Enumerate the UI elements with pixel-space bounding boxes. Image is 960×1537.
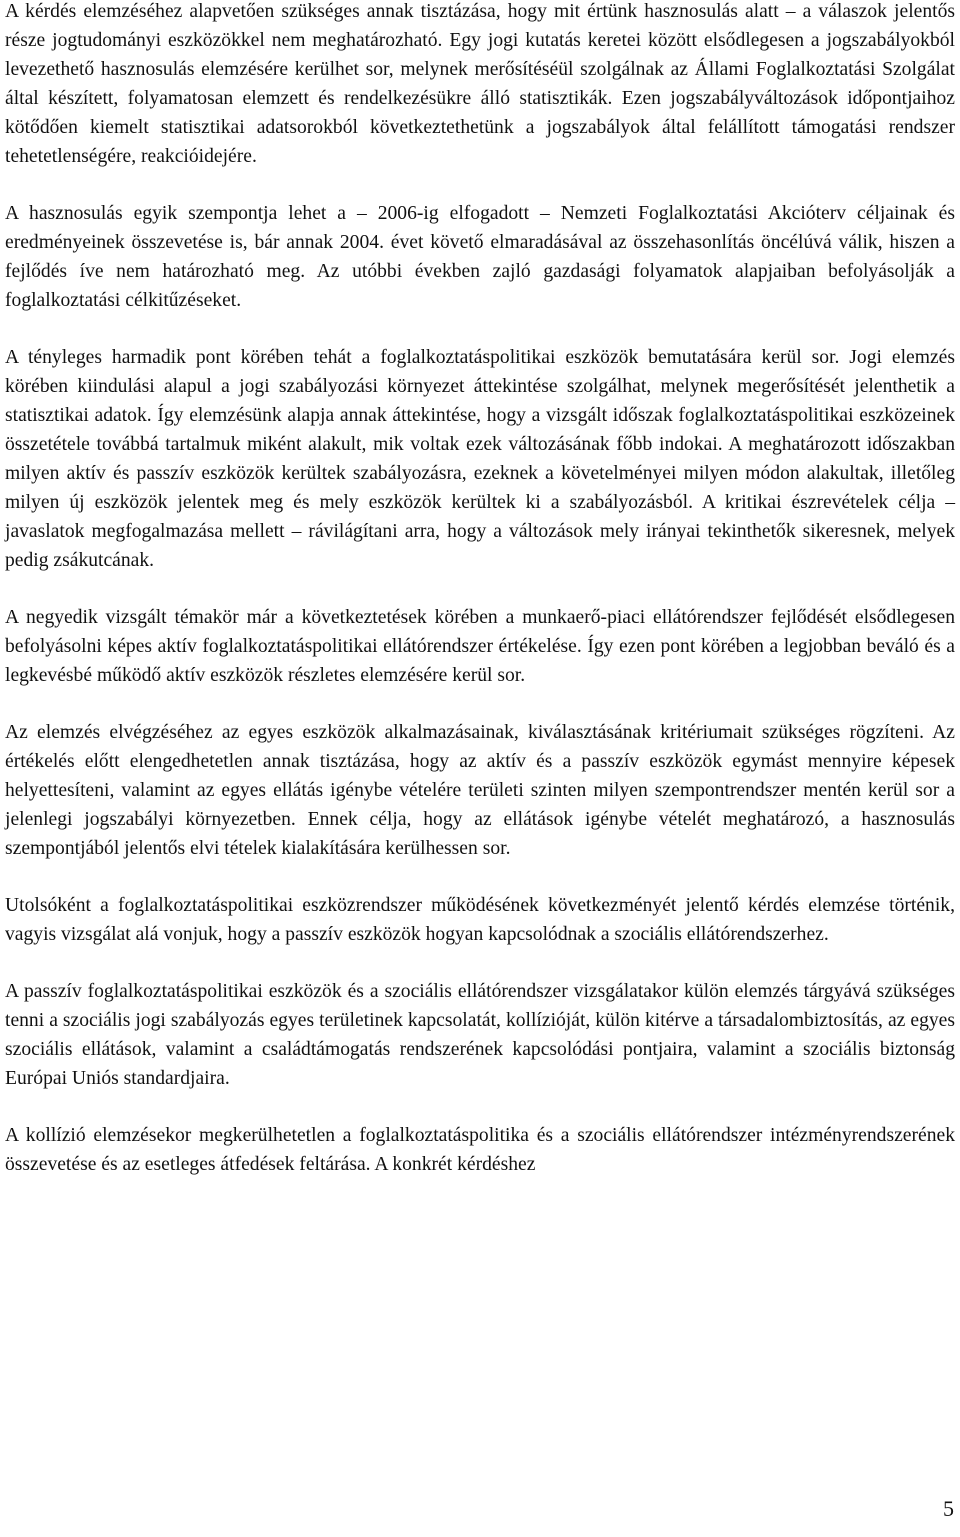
paragraph-7: A passzív foglalkoztatáspolitikai eszközök és a szociális ellátórendszer vizsgálatakor külön elemzés tárgyává szükséges tenni a szociális jogi szabályozás egyes területinek kapcsolatát, kollízióját, külön kitérve a társadalombiztosítás, az egyes szociális ellátások, valamint a családtámogatás rendszerének kapcsolódási pontjaira, valamint a szociális biztonság Európai Uniós standardjaira.	[5, 981, 955, 1089]
paragraph-1: A kérdés elemzéséhez alapvetően szükséges annak tisztázása, hogy mit értünk hasznosulás alatt – a válaszok jelentős része jogtudományi eszközökkel nem meghatározható. Egy jogi kutatás keretei között elsődlegesen a jogszabályokból levezethető hasznosulás elemzésére kerülhet sor, melynek merősítéséül szolgálnak az Állami Foglalkoztatási Szolgálat által készített, folyamatosan elemzett és rendelkezésükre álló statisztikák. Ezen jogszabályváltozások időpontjaihoz kötődően kiemelt statisztikai adatsorokból következtethetünk a jogszabályok által felállított támogatási rendszer tehetetlenségére, reakcióidejére.	[5, 1, 955, 167]
document-body	[5, 0, 955, 1207]
page-number: 5	[943, 1496, 954, 1521]
paragraph-2: A hasznosulás egyik szempontja lehet a – 2006-ig elfogadott – Nemzeti Foglalkoztatási Akcióterv céljainak és eredményeinek összevetése is, bár annak 2004. évet követő elmaradásával az összehasonlítás öncélúvá válik, hiszen a fejlődés íve nem határozható meg. Az utóbbi években zajló gazdasági folyamatok alapjaiban befolyásolják a foglalkoztatási célkitűzéseket.	[5, 203, 955, 311]
paragraph-3: A tényleges harmadik pont körében tehát a foglalkoztatáspolitikai eszközök bemutatására kerül sor. Jogi elemzés körében kiindulási alapul a jogi szabályozási környezet áttekintése szolgálhat, melynek megerősítését jelenthetik a statisztikai adatok. Így elemzésünk alapja annak áttekintése, hogy a vizsgált időszak foglalkoztatáspolitikai eszközeinek összetétele továbbá tartalmuk miként alakult, mik voltak ezek változásának főbb indokai. A meghatározott időszakban milyen aktív és passzív eszközök kerültek szabályozásra, ezeknek a követelményei milyen módon alakultak, illetőleg milyen új eszközök jelentek meg és mely eszközök kerültek ki a szabályozásból. A kritikai észrevételek célja – javaslatok megfogalmazása mellett – rávilágítani arra, hogy a változások mely irányai tekinthetők sikeresnek, melyek pedig zsákutcának.	[5, 347, 955, 571]
paragraph-4: A negyedik vizsgált témakör már a következtetések körében a munkaerő-piaci ellátórendszer fejlődését elsődlegesen befolyásolni képes aktív foglalkoztatáspolitikai ellátórendszer értékelése. Így ezen pont körében a legjobban beváló és a legkevésbé működő aktív eszközök részletes elemzésére kerül sor.	[5, 607, 955, 686]
paragraph-8: A kollízió elemzésekor megkerülhetetlen a foglalkoztatáspolitika és a szociális ellátórendszer intézményrendszerének összevetése és az esetleges átfedések feltárása. A konkrét kérdéshez	[5, 1125, 955, 1175]
paragraph-5: Az elemzés elvégzéséhez az egyes eszközök alkalmazásainak, kiválasztásának kritériumait szükséges rögzíteni. Az értékelés előtt elengedhetetlen annak tisztázása, hogy az aktív és a passzív eszközök egymást mennyire képesek helyettesíteni, valamint az egyes ellátás igénybe vételére területi szinten milyen szempontrendszer mentén kerül sor a jelenlegi jogszabályi környezetben. Ennek célja, hogy az ellátások igénybe vételét meghatározó, a hasznosulás szempontjából jelentős elvi tételek kialakítására kerülhessen sor.	[5, 722, 955, 859]
paragraph-6: Utolsóként a foglalkoztatáspolitikai eszközrendszer működésének következményét jelentő kérdés elemzése történik, vagyis vizsgálat alá vonjuk, hogy a passzív eszközök hogyan kapcsolódnak a szociális ellátórendszerhez.	[5, 895, 955, 945]
